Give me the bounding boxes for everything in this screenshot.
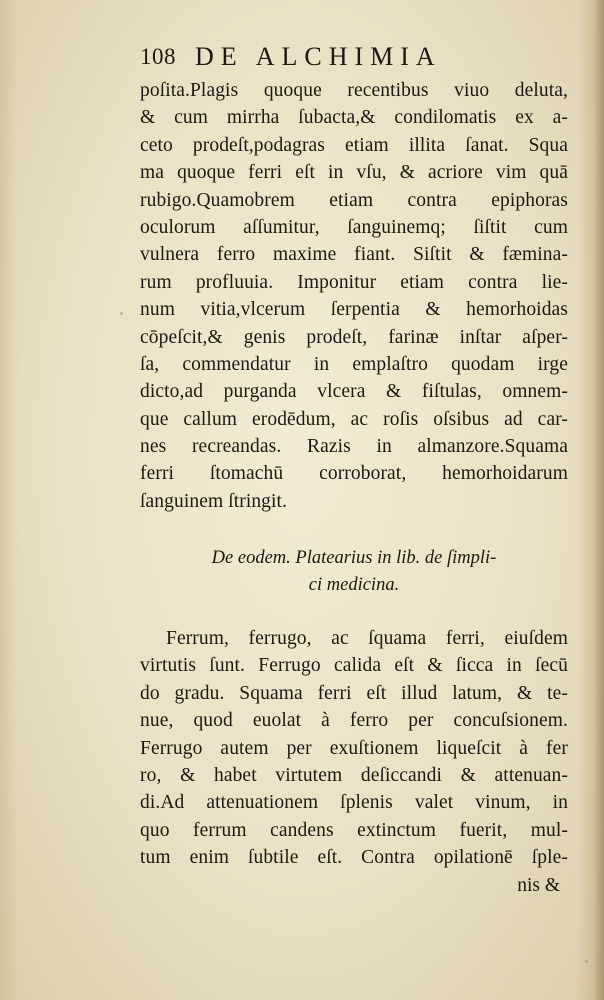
text-line: tum enim ſubtile eſt. Contra opilationē ſple- xyxy=(140,847,568,869)
text-line: rubigo.Quamobrem etiam contra epiphoras xyxy=(140,189,568,211)
page-left-shadow xyxy=(0,0,18,1000)
page-number: 108 xyxy=(140,44,176,69)
text-line: nue, quod euolat à ferro per concuſsionem. xyxy=(140,710,568,732)
text-line: & cum mirrha ſubacta,& condilomatis ex a- xyxy=(140,107,568,129)
section-heading xyxy=(140,545,568,599)
text-line: num vitia,vlcerum ſerpentia & hemorhoidas xyxy=(140,299,568,321)
page-header xyxy=(140,40,580,76)
text-line: rum profluuia. Imponitur etiam contra lie- xyxy=(140,271,568,293)
text-line: ma quoque ferri eſt in vſu, & acriore vim quā xyxy=(140,162,568,184)
text-line: ſa, commendatur in emplaſtro quodam irge xyxy=(140,353,568,375)
text-line: di.Ad attenuationem ſplenis valet vinum, in xyxy=(140,792,568,814)
page-right-edge xyxy=(578,0,604,1000)
paper-speck xyxy=(585,960,588,963)
paper-speck xyxy=(120,312,123,315)
text-line: ro, & habet virtutem deſiccandi & attenuan- xyxy=(140,764,568,786)
paragraph-2 xyxy=(140,625,568,872)
text-line: quo ferrum candens extinctum fuerit, mul- xyxy=(140,819,568,841)
text-line: oculorum aſſumitur, ſanguinemq; ſiſtit cum xyxy=(140,216,568,238)
text-line: ferri ſtomachū corroborat, hemorhoidarum xyxy=(140,463,568,485)
text-line: nes recreandas. Razis in almanzore.Squama xyxy=(140,436,568,458)
text-line: cōpeſcit,& genis prodeſt, farinæ inſtar aſper- xyxy=(140,326,568,348)
text-line: virtutis ſunt. Ferrugo calida eſt & ſicca in ſecū xyxy=(140,655,568,677)
text-line: ceto prodeſt,podagras etiam illita ſanat. Squa xyxy=(140,134,568,156)
text-line: dicto,ad purganda vlcera & fiſtulas, omnem- xyxy=(140,381,568,403)
heading-line: ci medicina. xyxy=(308,575,400,595)
text-line: Ferrugo autem per exuſtionem liqueſcit à fer xyxy=(140,737,568,759)
catchword: nis & xyxy=(517,875,560,896)
text-line: que callum erodēdum, ac roſis oſsibus ad car- xyxy=(140,408,568,430)
text-line: Ferrum, ferrugo, ac ſquama ferri, eiuſdem xyxy=(166,628,568,649)
heading-line: De eodem. Platearius in lib. de ſimpli- xyxy=(211,548,497,568)
text-line: do gradu. Squama ferri eſt illud latum, & te- xyxy=(140,682,568,704)
text-line: poſita.Plagis quoque recentibus viuo deluta, xyxy=(140,80,568,101)
running-title: DE ALCHIMIA xyxy=(195,42,442,71)
text-line: vulnera ferro maxime fiant. Siſtit & fæmina- xyxy=(140,244,568,266)
text-line-last: ſanguinem ſtringit. xyxy=(140,490,288,512)
paragraph-1 xyxy=(140,77,568,515)
